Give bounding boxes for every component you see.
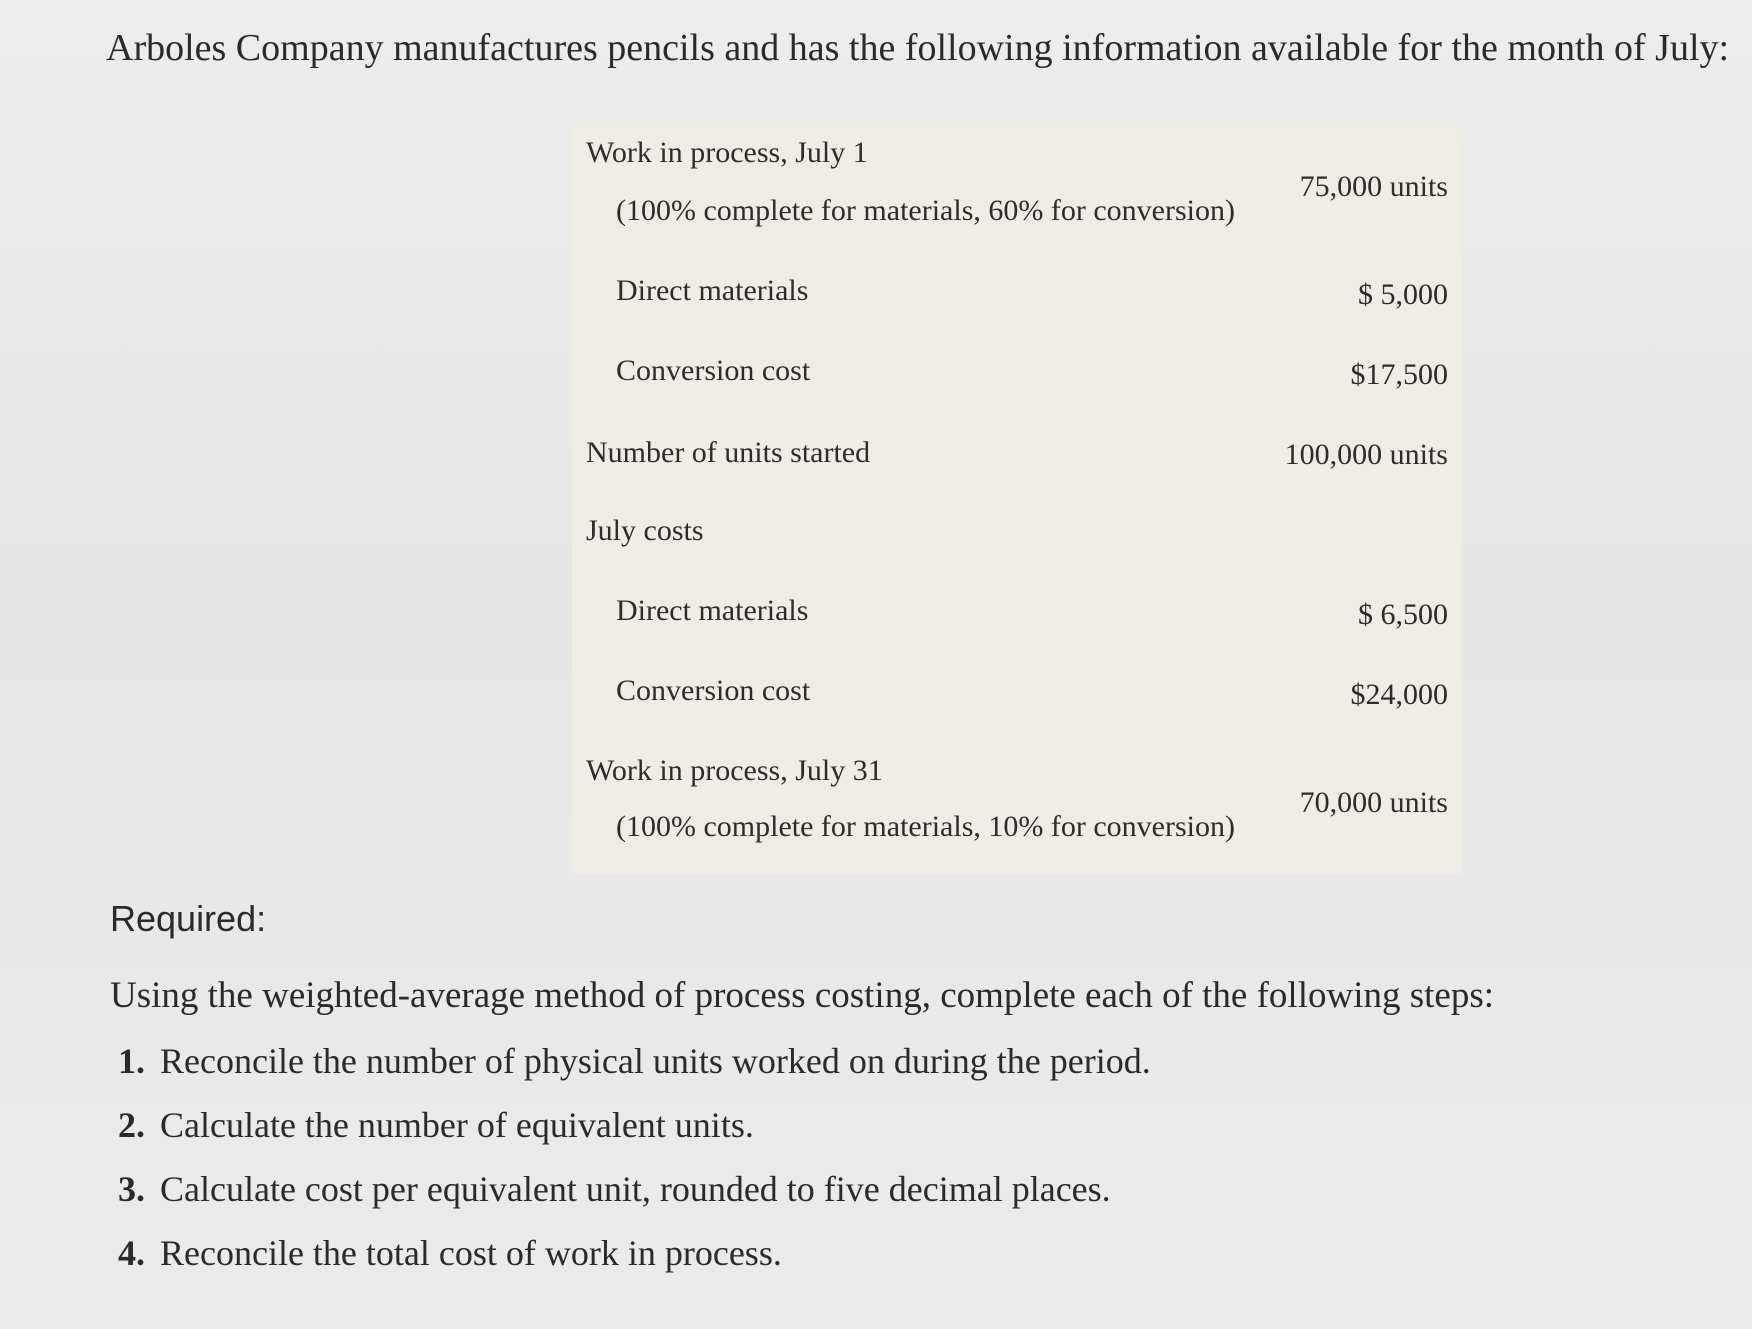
july-conversion-cost-value: $24,000 — [1350, 678, 1448, 711]
required-heading: Required: — [110, 898, 267, 939]
list-item — [118, 1232, 1151, 1296]
wip-july1-units: 75,000 units — [1299, 170, 1448, 203]
cost-data-table — [572, 122, 1462, 874]
problem-intro: Arboles Company manufactures pencils and has the following information available for the month of July: — [106, 27, 1730, 69]
july-direct-materials-value: $ 6,500 — [1358, 598, 1448, 631]
july-conversion-cost-label: Conversion cost — [616, 674, 811, 707]
july-costs-label: July costs — [586, 514, 704, 547]
july-direct-materials-label: Direct materials — [616, 594, 809, 627]
wip-direct-materials-value: $ 5,000 — [1358, 278, 1448, 311]
wip-july31-label: Work in process, July 31 — [586, 754, 883, 787]
instruction-text: Using the weighted-average method of process costing, complete each of the following steps: — [110, 975, 1495, 1016]
step-number: 3. — [118, 1169, 145, 1209]
wip-july31-completion: (100% complete for materials, 10% for conversion) — [616, 810, 1235, 843]
list-item — [118, 1104, 1151, 1168]
step-number: 4. — [118, 1233, 145, 1273]
step-number: 2. — [118, 1105, 145, 1145]
wip-conversion-cost-label: Conversion cost — [616, 354, 811, 387]
units-started-value: 100,000 units — [1284, 438, 1448, 471]
step-text: Reconcile the number of physical units worked on during the period. — [160, 1041, 1151, 1081]
step-text: Calculate cost per equivalent unit, rounded to five decimal places. — [160, 1169, 1111, 1209]
wip-conversion-cost-value: $17,500 — [1350, 358, 1448, 391]
wip-july1-completion: (100% complete for materials, 60% for conversion) — [616, 194, 1235, 227]
step-number: 1. — [118, 1041, 145, 1081]
wip-direct-materials-label: Direct materials — [616, 274, 809, 307]
wip-july1-label: Work in process, July 1 — [586, 136, 868, 169]
units-started-label: Number of units started — [586, 436, 871, 469]
list-item — [118, 1040, 1151, 1104]
wip-july31-units: 70,000 units — [1299, 786, 1448, 819]
step-text: Calculate the number of equivalent units. — [160, 1105, 754, 1145]
steps-list — [118, 1040, 1151, 1296]
list-item — [118, 1168, 1151, 1232]
step-text: Reconcile the total cost of work in process. — [160, 1233, 782, 1273]
